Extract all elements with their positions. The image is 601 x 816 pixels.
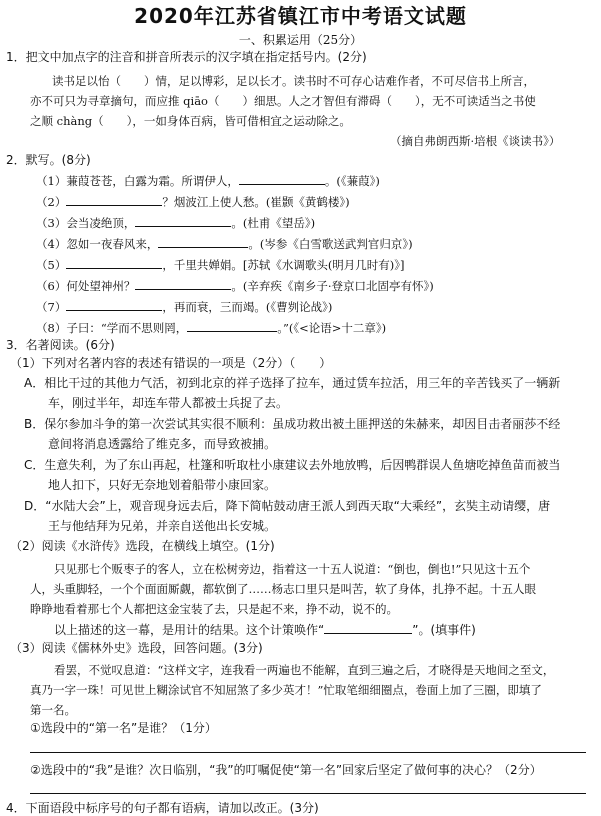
option-b-line: 意间将消息透露给了维克多，而导致被捕。 [48,437,277,451]
question-2-stem: 2．默写。(8分) [6,153,91,167]
answer-blank[interactable] [324,621,412,634]
answer-blank[interactable] [158,235,248,248]
recite-item: （3）会当凌绝顶， 。(杜甫《望岳》) [36,216,316,230]
recite-item: （1）蒹葭苍苍，白露为霜。所谓伊人， 。(《蒹葭》) [36,174,380,188]
question-1-passage-line: 之顺 chàng（ ），一如身体百病，皆可借相宜之运动除之。 [30,114,351,128]
question-3-stem: 3．名著阅读。(6分) [6,338,115,352]
sub-question: ②选段中的“我”是谁？次日临别，“我”的叮嘱促使“第一名”回家后坚定了做何事的决心？（2分） [30,763,542,777]
excerpt-line: 只见那七个贩枣子的客人，立在松树旁边，指着这一十五人说道：“倒也，倒也!”只见这十五个 [54,562,531,576]
section-heading: 一、积累运用（25分） [238,33,363,47]
answer-blank[interactable] [187,319,277,332]
recite-item: （4）忽如一夜春风来， 。(岑参《白雪歌送武判官归京》) [36,237,413,251]
sub-question: ①选段中的“第一名”是谁？（1分） [30,721,217,735]
option-a-line: A．相比干过的其他力气活，初到北京的祥子选择了拉车，通过赁车拉活，用三年的辛苦钱买了一辆新 [24,376,561,390]
question-3-sub-3: （3）阅读《儒林外史》选段，回答问题。(3分) [10,641,263,655]
option-a-line: 车，刚过半年，却连车带人都被士兵捉了去。 [48,396,289,410]
question-1-passage-line: 读书足以怡（ ）情，足以博彩，足以长才。读书时不可存心诘难作者，不可尽信书上所言， [52,74,535,88]
answer-blank[interactable] [66,256,162,269]
option-d-line: D．“水陆大会”上，观音现身远去后，降下简帖鼓动唐王派人到西天取“大乘经”，玄奘主动请缨，唐 [24,499,551,513]
excerpt-line: 真乃一字一珠！可见世上糊涂试官不知屈煞了多少英才！”忙取笔细细圈点，卷面上加了三圈，即填了 [30,683,542,697]
question-1-passage-line: 亦不可只为寻章摘句，而应推 qiāo（ ）细思。人之才智但有滞碍（ ），无不可读适当之书使 [30,94,536,108]
question-4-stem: 4．下面语段中标序号的句子都有语病，请加以改正。(3分) [6,801,319,815]
excerpt-line: 第一名。 [30,703,76,717]
recite-item: （2） ？烟波江上使人愁。(崔颢《黄鹤楼》) [36,195,350,209]
recite-item: （6）何处望神州？ 。(辛弃疾《南乡子·登京口北固亭有怀》) [36,279,434,293]
excerpt-line: 睁睁地看着那七个人都把这金宝装了去，只是起不来，挣不动，说不的。 [30,602,398,616]
answer-blank[interactable] [135,214,231,227]
recite-item: （7） ，再而衰，三而竭。(《曹刿论战》) [36,300,333,314]
question-3-sub-2: （2）阅读《水浒传》选段，在横线上填空。(1分) [10,539,275,553]
answer-blank[interactable] [66,298,162,311]
answer-line[interactable] [30,752,586,753]
option-c-line: 地人扣下，只好无奈地划着船带小康回家。 [48,478,277,492]
excerpt-line: 人，头重脚轻，一个个面面厮觑，都软倒了……杨志口里只是叫苦，软了身体，扎挣不起。十五人眼 [30,582,536,596]
recite-item: （8）子曰：“学而不思则罔， 。”(《<论语>十二章》) [36,321,387,335]
question-3-sub-1: （1）下列对名著内容的表述有错误的一项是（2分）（ ） [10,356,332,370]
option-c-line: C．生意失利，为了东山再起，杜篷和听取杜小康建议去外地放鸭，后因鸭群误人鱼塘吃掉鱼苗而被当 [24,458,561,472]
answer-blank[interactable] [66,193,162,206]
answer-blank[interactable] [239,172,325,185]
answer-line[interactable] [30,793,586,794]
question-1-source: （摘自弗朗西斯·培根《谈读书》） [390,134,561,148]
option-b-line: B．保尔参加斗争的第一次尝试其实很不顺利：虽成功救出被土匪押送的朱赫来，却因目击者丽莎不经 [24,417,561,431]
option-d-line: 王与他结拜为兄弟，并亲自送他出长安城。 [48,519,277,533]
recite-item: （5） ，千里共婵娟。[苏轼《水调歌头(明月几时有)》] [36,258,405,272]
page-title: 2020年江苏省镇江市中考语文试题 [134,4,467,28]
question-1-stem: 1．把文中加点字的注音和拼音所表示的汉字填在指定括号内。(2分) [6,50,367,64]
answer-blank[interactable] [135,277,231,290]
excerpt-line: 看罢，不觉叹息道：“这样文字，连我看一两遍也不能解，直到三遍之后，才晓得是天地间之至文， [54,663,555,677]
fill-question: 以上描述的这一幕，是用计的结果。这个计策唤作“ ”。(填事件) [54,623,476,637]
